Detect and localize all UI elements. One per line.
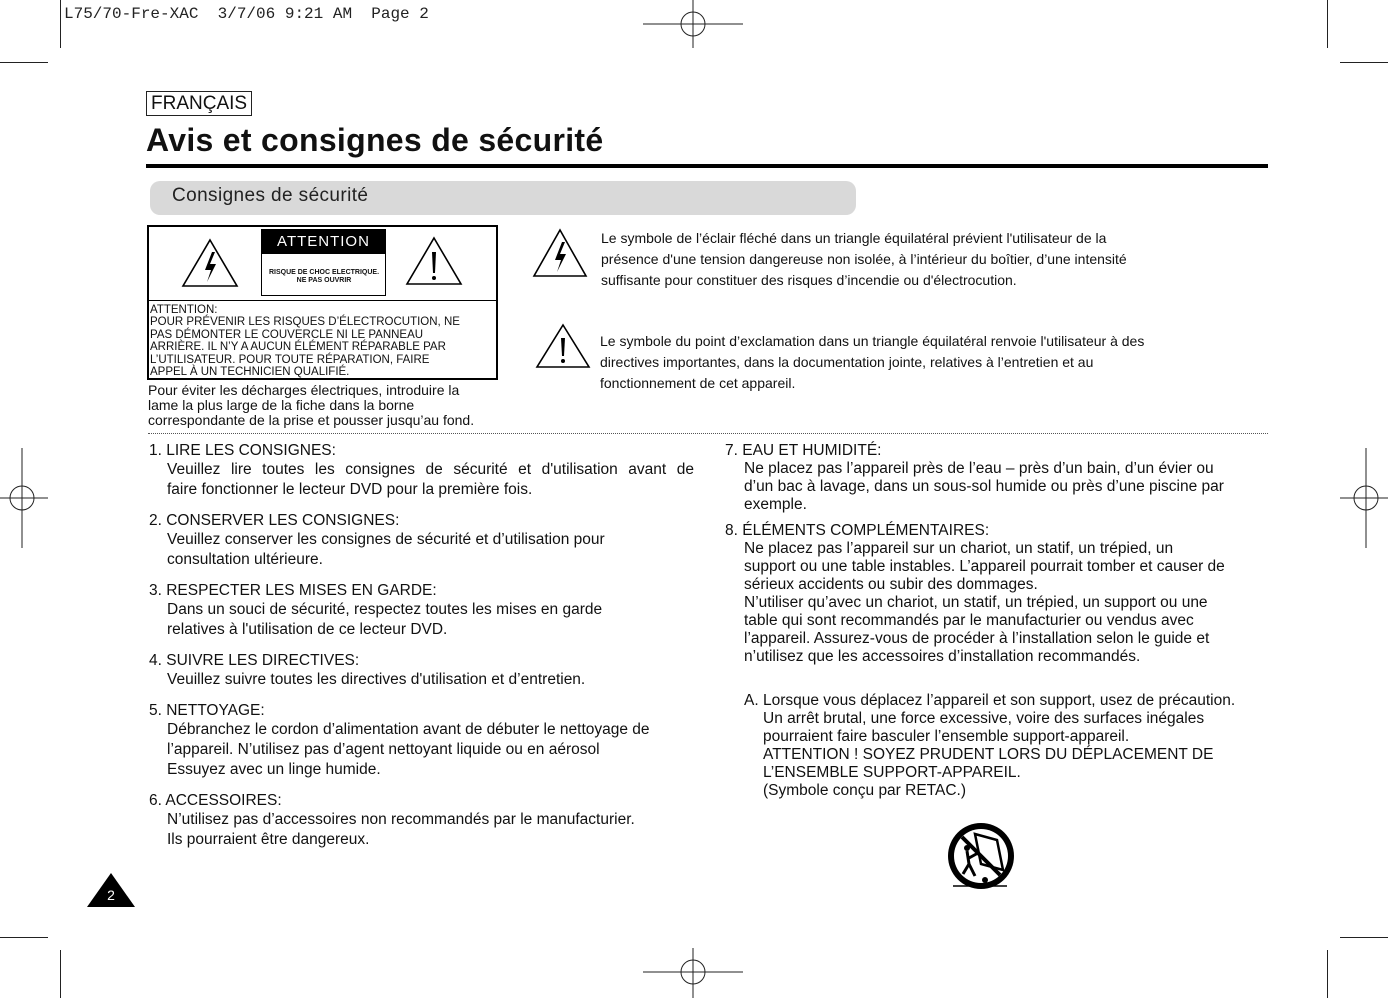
safety-item <box>725 442 1270 514</box>
cart-tipover-warning-icon <box>945 822 1019 894</box>
section-divider <box>148 433 1268 434</box>
exclamation-triangle-icon <box>405 236 463 286</box>
item-title: 1. LIRE LES CONSIGNES: <box>149 442 336 459</box>
title-rule <box>146 164 1268 168</box>
safety-item <box>149 652 694 690</box>
item-line: Veuillez suivre toutes les directives d'utilisation et d’entretien. <box>167 671 586 688</box>
item-line: table qui sont recommandés par le manufacturier ou vendus avec <box>744 612 1194 629</box>
attention-line: NE PAS OUVRIR <box>296 277 352 284</box>
item-body <box>149 810 694 850</box>
note-line: (Symbole conçu par RETAC.) <box>763 782 966 799</box>
plug-note <box>148 383 508 428</box>
lightning-symbol-icon <box>532 228 588 278</box>
item-line: Essuyez avec un linge humide. <box>167 761 381 778</box>
description-line: Le symbole du point d’exclamation dans un triangle équilatéral renvoie l'utilisateur à des <box>600 333 1145 349</box>
registration-mark-bottom <box>643 948 743 998</box>
item-line: Ne placez pas l’appareil près de l’eau – près d’un bain, d’un évier ou <box>744 460 1214 477</box>
item-line: faire fonctionner le lecteur DVD pour la première fois. <box>167 481 533 498</box>
item-body <box>149 530 694 570</box>
item-title: 5. NETTOYAGE: <box>149 702 265 719</box>
item-title: 2. CONSERVER LES CONSIGNES: <box>149 512 400 529</box>
item-line: Dans un souci de sécurité, respectez toutes les mises en garde <box>167 601 603 618</box>
warning-text-line: ATTENTION: <box>150 304 218 316</box>
item-body <box>725 540 1270 666</box>
safety-item <box>725 522 1270 666</box>
language-tab: FRANÇAIS <box>146 91 252 116</box>
lightning-symbol-description <box>601 228 1127 291</box>
item-title: 7. EAU ET HUMIDITÉ: <box>725 442 882 459</box>
warning-text <box>150 304 495 378</box>
item-line: Ne placez pas l’appareil sur un chariot, un statif, un trépied, un <box>744 540 1174 557</box>
crop-mark <box>0 62 48 63</box>
description-line: suffisante pour constituer des risques d’incendie ou d'électrocution. <box>601 272 1017 288</box>
item-line: Veuillez lire toutes les consignes de sécurité et d'utilisation avant de <box>167 461 694 478</box>
item-line: d’un bac à lavage, dans un sous-sol humide ou près d’une piscine par <box>744 478 1224 495</box>
note-a-first: A. Lorsque vous déplacez l’appareil et son support, usez de précaution. <box>744 692 1236 709</box>
item-body <box>149 720 694 780</box>
registration-mark-left <box>0 448 48 548</box>
registration-mark-top <box>643 0 743 50</box>
note-a-body <box>744 710 1274 800</box>
plug-note-line: Pour éviter les décharges électriques, introduire la <box>148 382 460 398</box>
item-line: Débranchez le cordon d’alimentation avant de débuter le nettoyage de <box>167 721 650 738</box>
safety-item <box>149 702 694 780</box>
lightning-triangle-icon <box>181 238 239 288</box>
warning-text-line: ARRIÈRE. IL N’Y A AUCUN ÉLÉMENT RÉPARABLE PAR <box>150 341 446 354</box>
note-line: Un arrêt brutal, une force excessive, voire des surfaces inégales <box>763 710 1205 727</box>
plug-note-line: correspondante de la prise et pousser jusqu’au fond. <box>148 412 475 428</box>
page-number: 2 <box>107 887 115 903</box>
item-line: l’appareil. Assurez-vous de procéder à l’installation selon le guide et <box>744 630 1210 647</box>
warning-label-divider <box>147 300 498 301</box>
item-line: support ou une table instables. L’appareil pourrait tomber et causer de <box>744 558 1225 575</box>
crop-mark <box>1340 62 1388 63</box>
registration-mark-right <box>1340 448 1388 548</box>
attention-heading: ATTENTION <box>262 230 385 254</box>
warning-text-line: APPEL À UN TECHNICIEN QUALIFIÉ. <box>150 366 350 379</box>
description-line: Le symbole de l’éclair fléché dans un triangle équilatéral prévient l'utilisateur de la <box>601 230 1107 246</box>
crop-mark <box>1340 937 1388 938</box>
description-line: directives importantes, dans la documentation jointe, relatives à l’entretien et au <box>600 354 1094 370</box>
item-line: l’appareil. N’utilisez pas d’agent nettoyant liquide ou en aérosol <box>167 741 600 758</box>
item-line: N’utiliser qu’avec un chariot, un statif, un trépied, un support ou une <box>744 594 1208 611</box>
item-body <box>725 460 1270 514</box>
description-line: présence d'une tension dangereuse non isolée, à l’intérieur du boîtier, d’une intensité <box>601 251 1127 267</box>
attention-line: RISQUE DE CHOC ELECTRIQUE. <box>268 269 380 276</box>
item-line: Ils pourraient être dangereux. <box>167 831 370 848</box>
safety-item <box>149 582 694 640</box>
print-header: L75/70-Fre-XAC 3/7/06 9:21 AM Page 2 <box>64 5 429 23</box>
item-line: N’utilisez pas d’accessoires non recommandés par le manufacturier. <box>167 811 635 828</box>
safety-item <box>149 792 694 850</box>
description-line: fonctionnement de cet appareil. <box>600 375 796 391</box>
safety-item <box>149 442 694 500</box>
crop-mark <box>1327 0 1328 48</box>
item-body <box>149 670 694 690</box>
crop-mark <box>60 0 61 48</box>
safety-item <box>149 512 694 570</box>
exclamation-symbol-description <box>600 331 1144 394</box>
note-line: pourraient faire basculer l’ensemble support-appareil. <box>763 728 1130 745</box>
plug-note-line: lame la plus large de la fiche dans la borne <box>148 397 415 413</box>
warning-text-line: PAS DÉMONTER LE COUVERCLE NI LE PANNEAU <box>150 328 424 341</box>
section-title: Consignes de sécurité <box>172 185 369 206</box>
note-line: ATTENTION ! SOYEZ PRUDENT LORS DU DÉPLACEMENT DE <box>763 746 1214 763</box>
item-line: n’utilisez que les accessoires d’installation recommandés. <box>744 648 1141 665</box>
item-title: 6. ACCESSOIRES: <box>149 792 282 809</box>
exclamation-symbol-icon <box>535 323 591 369</box>
item-line: relatives à l'utilisation de ce lecteur DVD. <box>167 621 448 638</box>
item-title: 4. SUIVRE LES DIRECTIVES: <box>149 652 360 669</box>
page-title: Avis et consignes de sécurité <box>146 122 604 158</box>
item-body <box>149 600 694 640</box>
warning-text-line: POUR PRÉVENIR LES RISQUES D’ÉLECTROCUTION, NE <box>150 316 460 329</box>
item-title: 8. ÉLÉMENTS COMPLÉMENTAIRES: <box>725 522 990 539</box>
crop-mark <box>0 937 48 938</box>
item-line: Veuillez conserver les consignes de sécurité et d’utilisation pour <box>167 531 605 548</box>
item-title: 3. RESPECTER LES MISES EN GARDE: <box>149 582 437 599</box>
crop-mark <box>60 950 61 998</box>
item-line: consultation ultérieure. <box>167 551 323 568</box>
crop-mark <box>1327 950 1328 998</box>
note-line: L’ENSEMBLE SUPPORT-APPAREIL. <box>763 764 1021 781</box>
item-line: exemple. <box>744 496 807 513</box>
item-body <box>149 460 694 500</box>
note-a <box>744 692 1274 800</box>
warning-text-line: L’UTILISATEUR. POUR TOUTE RÉPARATION, FAIRE <box>150 353 430 366</box>
item-line: sérieux accidents ou subir des dommages. <box>744 576 1038 593</box>
